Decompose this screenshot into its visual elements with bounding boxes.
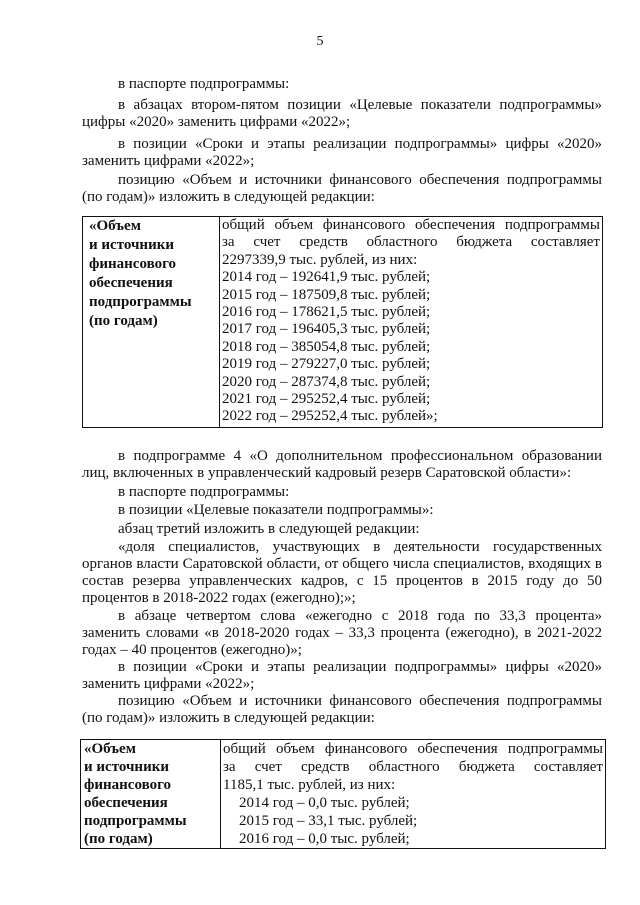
paragraph: в абзацах втором-пятом позиции «Целевые показатели подпрограммы» цифры «2020» заменить цифрами «2022»; xyxy=(82,97,602,130)
paragraph: позицию «Объем и источники финансового обеспечения подпрограммы (по годам)» изложить в следующей редакции: xyxy=(82,693,602,726)
paragraph: в абзаце четвертом слова «ежегодно с 2018 года по 33,3 процента» заменить словами «в 2018-2020 годах – 33,3 процента (ежегодно), в 2021-2022 годах – 40 процентов (ежегодно)»; xyxy=(82,608,602,658)
label-line: и источники xyxy=(89,237,175,253)
paragraph: в позиции «Сроки и этапы реализации подпрограммы» цифры «2020» заменить цифрами «2022»; xyxy=(82,136,602,169)
paragraph: позицию «Объем и источники финансового обеспечения подпрограммы (по годам)» изложить в следующей редакции: xyxy=(82,172,602,205)
intro-line: за счет средств областного бюджета составляет xyxy=(222,234,600,251)
intro-line: 2297339,9 тыс. рублей, из них: xyxy=(222,251,418,268)
paragraph: в позиции «Сроки и этапы реализации подпрограммы» цифры «2020» заменить цифрами «2022»; xyxy=(82,659,602,692)
label-line: финансового xyxy=(84,777,172,793)
label-line: обеспечения xyxy=(84,795,168,811)
label-line: (по годам) xyxy=(84,831,153,847)
label-line: «Объем xyxy=(89,218,141,234)
year-line: 2021 год – 295252,4 тыс. рублей; xyxy=(222,391,431,408)
paragraph: в паспорте подпрограммы: xyxy=(118,76,290,92)
paragraph: в позиции «Целевые показатели подпрограммы»: xyxy=(118,502,434,518)
label-line: обеспечения xyxy=(89,275,173,291)
label-line: «Объем xyxy=(84,741,136,757)
year-line: 2017 год – 196405,3 тыс. рублей; xyxy=(222,321,431,338)
label-line: подпрограммы xyxy=(84,813,187,829)
paragraph: «доля специалистов, участвующих в деятельности государственных органов власти Саратовской области, от общего числа специалистов, входящих в состав резерва управленческих кадров, с 15 процентов в 2015 году до 50 процентов в 2018-2022 годах (ежегодно);»; xyxy=(82,539,602,606)
intro-line: за счет средств областного бюджета составляет xyxy=(223,759,603,775)
paragraph: в паспорте подпрограммы: xyxy=(118,484,290,500)
year-line: 2014 год – 192641,9 тыс. рублей; xyxy=(222,269,431,286)
year-line: 2018 год – 385054,8 тыс. рублей; xyxy=(222,338,431,355)
table-label-cell xyxy=(83,217,220,428)
intro-line: общий объем финансового обеспечения подпрограммы xyxy=(223,741,603,757)
year-line: 2022 год – 295252,4 тыс. рублей»; xyxy=(222,408,438,425)
year-line: 2019 год – 279227,0 тыс. рублей; xyxy=(222,356,431,373)
label-line: подпрограммы xyxy=(89,294,192,310)
year-line: 2016 год – 0,0 тыс. рублей; xyxy=(239,831,410,847)
paragraph: в подпрограмме 4 «О дополнительном профессиональном образовании лиц, включенных в управленческий кадровый резерв Саратовской области»: xyxy=(82,448,602,481)
label-line: (по годам) xyxy=(89,313,158,329)
paragraph: абзац третий изложить в следующей редакции: xyxy=(118,521,420,537)
table-value-cell xyxy=(220,217,603,428)
label-line: финансового xyxy=(89,256,177,272)
year-line: 2015 год – 187509,8 тыс. рублей; xyxy=(222,286,431,303)
year-line: 2014 год – 0,0 тыс. рублей; xyxy=(239,795,410,811)
page-number: 5 xyxy=(316,34,324,49)
year-line: 2016 год – 178621,5 тыс. рублей; xyxy=(222,304,431,321)
table-value-cell xyxy=(221,740,606,849)
intro-line: общий объем финансового обеспечения подпрограммы xyxy=(222,217,600,233)
year-line: 2020 год – 287374,8 тыс. рублей; xyxy=(222,373,431,390)
funding-table-1 xyxy=(82,216,603,428)
table-label-cell xyxy=(81,740,221,849)
intro-line: 1185,1 тыс. рублей, из них: xyxy=(223,777,396,793)
funding-table-2 xyxy=(80,739,606,849)
label-line: и источники xyxy=(84,759,170,775)
year-line: 2015 год – 33,1 тыс. рублей; xyxy=(239,813,418,829)
